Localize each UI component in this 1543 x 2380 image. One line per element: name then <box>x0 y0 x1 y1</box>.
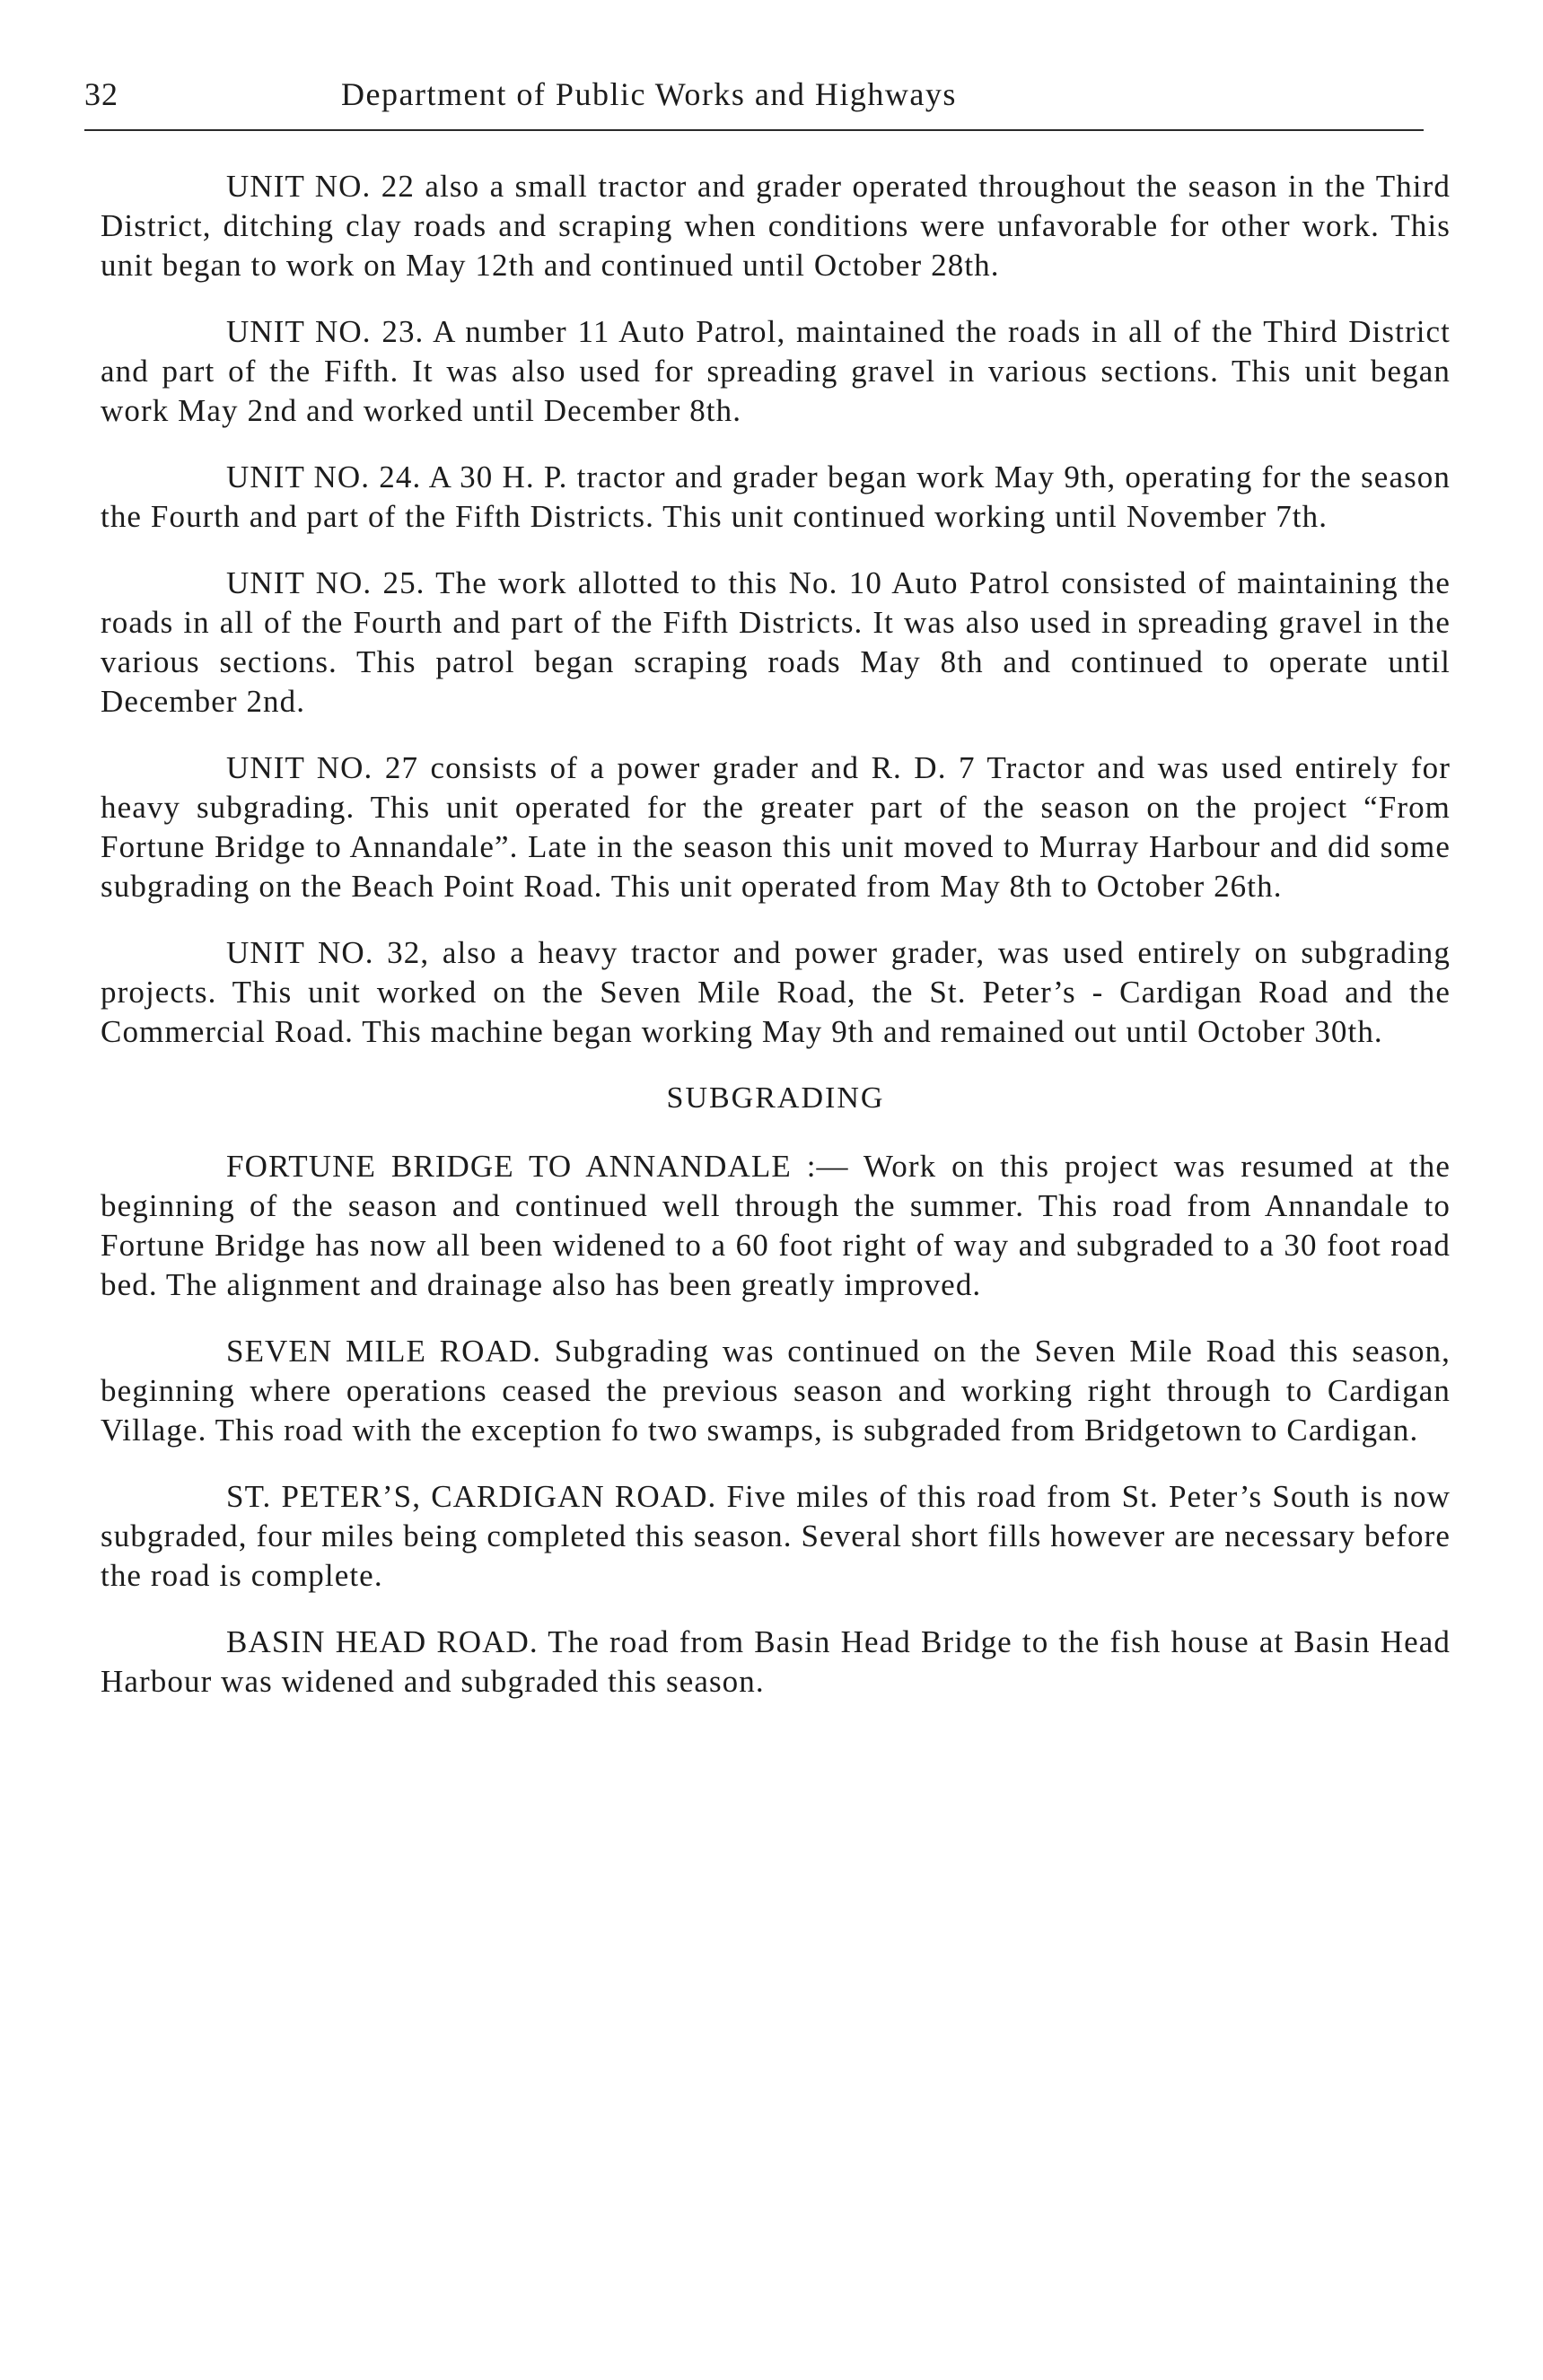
paragraph-unit-22: UNIT NO. 22 also a small tractor and grader operated throughout the season in the Third District, ditching clay roads and scraping when conditions were unfavorable for other work. This unit began to work on May 12th and continued until October 28th. <box>101 169 1451 283</box>
paragraph-unit-27: UNIT NO. 27 consists of a power grader and R. D. 7 Tractor and was used entirely for heavy subgrading. This unit operated for the greater part of the season on the project “From Fortune Bridge to Annandale”. Late in the season this unit moved to Murray Harbour and did some subgrading on the Beach Point Road. This unit operated from May 8th to October 26th. <box>101 750 1451 904</box>
running-head: Department of Public Works and Highways <box>341 76 957 112</box>
paragraph-basin-head: BASIN HEAD ROAD. The road from Basin Head Bridge to the fish house at Basin Head Harbour was widened and subgraded this season. <box>101 1624 1451 1699</box>
section-heading-subgrading: SUBGRADING <box>666 1081 885 1115</box>
paragraph-unit-24: UNIT NO. 24. A 30 H. P. tractor and grader began work May 9th, operating for the season the Fourth and part of the Fifth Districts. This unit continued working until November 7th. <box>101 459 1451 534</box>
page-header <box>84 75 1424 131</box>
paragraph-seven-mile-road: SEVEN MILE ROAD. Subgrading was continued on the Seven Mile Road this season, beginning where operations ceased the previous season and working right through to Cardigan Village. This road with the exception fo two swamps, is subgraded from Bridgetown to Cardigan. <box>101 1334 1451 1448</box>
page-number: 32 <box>84 76 118 112</box>
paragraph-fortune-bridge: FORTUNE BRIDGE TO ANNANDALE :— Work on this project was resumed at the beginning of the season and continued well through the summer. This road from Annandale to Fortune Bridge has now all been widened to a 60 foot right of way and subgraded to a 30 foot road bed. The alignment and drainage also has been greatly improved. <box>101 1149 1451 1302</box>
body-text <box>101 167 1451 1728</box>
paragraph-st-peters-cardigan: ST. PETER’S, CARDIGAN ROAD. Five miles of this road from St. Peter’s South is now subgraded, four miles being completed this season. Several short fills however are necessary before the road is complete. <box>101 1479 1451 1593</box>
paragraph-unit-23: UNIT NO. 23. A number 11 Auto Patrol, maintained the roads in all of the Third District and part of the Fifth. It was also used for spreading gravel in various sections. This unit began work May 2nd and worked until December 8th. <box>101 314 1451 428</box>
paragraph-unit-25: UNIT NO. 25. The work allotted to this No. 10 Auto Patrol consisted of maintaining the roads in all of the Fourth and part of the Fifth Districts. It was also used in spreading gravel in the various sections. This patrol began scraping roads May 8th and continued to operate until December 2nd. <box>101 565 1451 719</box>
paragraph-unit-32: UNIT NO. 32, also a heavy tractor and power grader, was used entirely on subgrading projects. This unit worked on the Seven Mile Road, the St. Peter’s - Cardigan Road and the Commercial Road. This machine began working May 9th and remained out until October 30th. <box>101 935 1451 1049</box>
